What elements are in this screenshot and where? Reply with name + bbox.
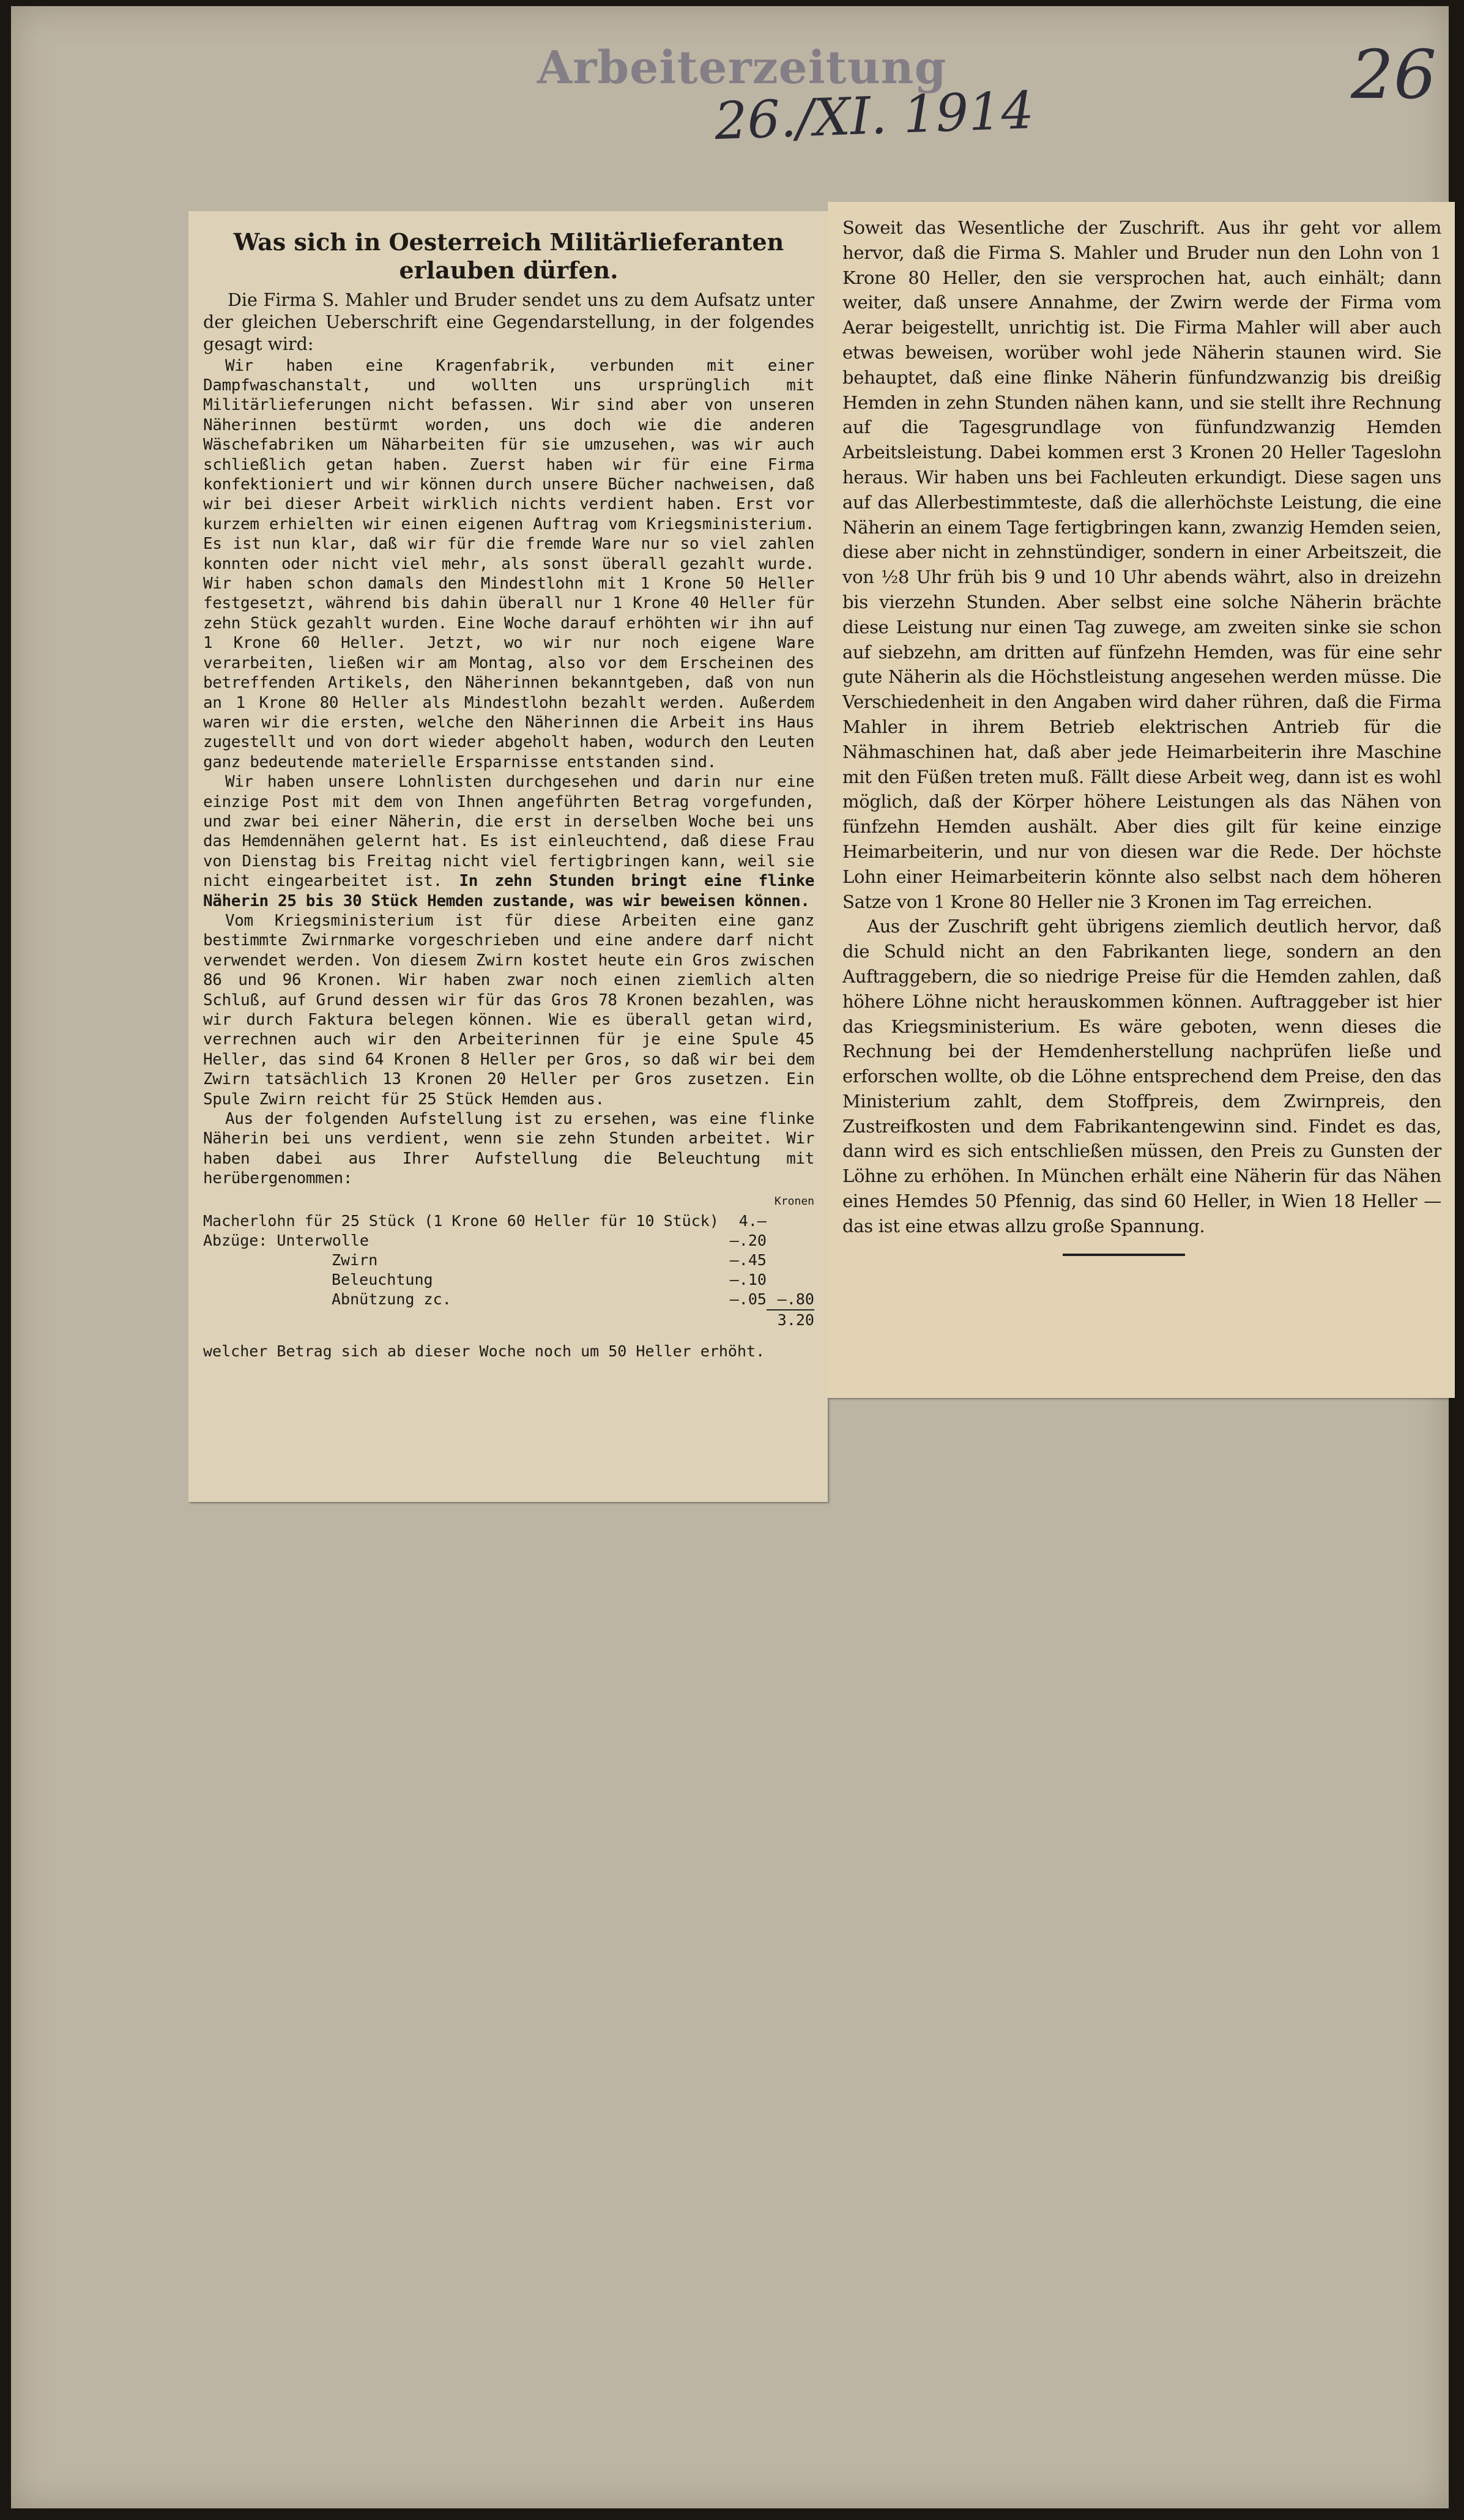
calc-total: 3.20: [767, 1310, 814, 1330]
bold-claim: In zehn Stunden bringt eine flinke Näherin 25 bis 30 Stück Hemden zustande, was wir beweisen können.: [203, 872, 814, 910]
quote-paragraph: Wir haben eine Kragenfabrik, verbunden mit einer Dampfwaschanstalt, und wollten uns ursprünglich mit Militärlieferungen nicht befassen. Wir sind aber von unseren Näherinnen bestürmt worden, uns doch wie die anderen Wäschefabriken um Näharbeiten für sie umzusehen, was wir auch schließlich getan haben. Zuerst haben wir für eine Firma konfektioniert und wir können durch unsere Bücher nachweisen, daß wir bei dieser Arbeit wirklich nichts verdient haben. Erst vor kurzem erhielten wir einen eigenen Auftrag vom Kriegsministerium. Es ist nun klar, daß wir für die fremde Ware nur so viel zahlen konnten oder nicht viel mehr, als sonst überall gezahlt wurde. Wir haben schon damals den Mindestlohn mit 1 Krone 50 Heller festgesetzt, während bis dahin überall nur 1 Krone 40 Heller für zehn Stück gezahlt wurden. Eine Woche darauf erhöhten wir ihn auf 1 Krone 60 Heller. Jetzt, wo wir nur noch eigene Ware verarbeiten, ließen wir am Montag, also vor dem Erscheinen des betreffenden Artikels, den Näherinnen bekanntgeben, daß von nun an 1 Krone 80 Heller als Mindestlohn bezahlt werden. Außerdem waren wir die ersten, welche den Näherinnen die Arbeit ins Haus zugestellt und von dort wieder abgeholt haben, wodurch den Leuten ganz bedeutende materielle Ersparnisse entstanden sind.: [203, 356, 814, 771]
handwritten-page-number: 26: [1351, 35, 1436, 114]
calc-unit-label: Kronen: [774, 1194, 814, 1208]
intro-paragraph: Die Firma S. Mahler und Bruder sendet uns zu dem Aufsatz unter der gleichen Ueberschrift eine Gegendarstellung, in der folgendes gesagt wird:: [203, 290, 814, 355]
closing-line: welcher Betrag sich ab dieser Woche noch um 50 Heller erhöht.: [203, 1342, 765, 1360]
calc-amount: —.20: [729, 1231, 767, 1249]
calc-amount: 4.—: [738, 1211, 767, 1230]
calc-row: [203, 1290, 814, 1310]
wage-calculation-table: [203, 1211, 814, 1330]
calc-row: [203, 1310, 814, 1330]
calc-label: Zwirn: [332, 1251, 378, 1269]
calc-total: —.80: [777, 1290, 814, 1308]
quote-paragraph: [203, 772, 814, 911]
newspaper-stamp: Arbeiterzeitung: [537, 42, 947, 94]
calc-amount: —.05: [729, 1290, 767, 1309]
right-paragraph: Aus der Zuschrift geht übrigens ziemlich deutlich hervor, daß die Schuld nicht an den Fabrikanten liege, sondern an den Auftraggebern, die so niedrige Preise für die Hemden zahlen, daß höhere Löhne nicht herauskommen können. Auftraggeber ist hier das Kriegsministerium. Es wäre geboten, wenn dieses die Rechnung bei der Hemdenherstellung nachprüfen ließe und erforschen wollte, ob die Löhne entsprechend dem Preise, den das Ministerium zahlt, dem Stoffpreis, dem Zwirnpreis, den Zustreifkosten und dem Fabrikantengewinn sind. Findet es das, dann wird es sich entschließen müssen, den Preis zu Gunsten der Löhne zu erhöhen. In München erhält eine Näherin für das Nähen eines Hemdes 50 Pfennig, das sind 60 Heller, in Wien 18 Heller — das ist eine etwas allzu große Spannung.: [842, 916, 1441, 1236]
archive-sheet: [11, 6, 1449, 2508]
calc-label: Abzüge: Unterwolle: [203, 1231, 369, 1249]
calc-total: [767, 1251, 814, 1270]
calc-row: [203, 1231, 814, 1251]
quote-text: Wir haben unsere Lohnlisten durchgesehen und darin nur eine einzige Post mit dem von Ihnen angeführten Betrag vorgefunden, und zwar bei einer Näherin, die erst in derselben Woche bei uns das Hemdennähen gelernt hat. Es ist einleuchtend, daß diese Frau von Dienstag bis Freitag nicht viel fertigbringen kann, weil sie nicht eingearbeitet ist.: [203, 773, 814, 891]
quote-paragraph: Vom Kriegsministerium ist für diese Arbeiten eine ganz bestimmte Zwirnmarke vorgeschrieben und eine andere darf nicht verwendet werden. Von diesem Zwirn kostet heute ein Gros zwischen 86 und 96 Kronen. Wir haben zwar noch einen ziemlich alten Schluß, auf Grund dessen wir für das Gros 78 Kronen bezahlen, was wir durch Faktura belegen können. Wie es überall getan wird, verrechnen auch wir den Arbeiterinnen für je eine Spule 45 Heller, das sind 64 Kronen 8 Heller per Gros, so daß wir bei dem Zwirn tatsächlich 13 Kronen 20 Heller per Gros zusetzen. Ein Spule Zwirn reicht für 25 Stück Hemden aus.: [203, 911, 814, 1109]
calc-total: [767, 1270, 814, 1290]
calc-label: Macherlohn für 25 Stück (1 Krone 60 Heller für 10 Stück): [203, 1211, 719, 1230]
calc-row: [203, 1270, 814, 1290]
calc-row: [203, 1251, 814, 1270]
calc-amount: —.10: [729, 1270, 767, 1288]
handwritten-date: 26./XI. 1914: [713, 80, 1035, 152]
calc-amount: [719, 1310, 767, 1330]
clipping-left-column: [188, 211, 828, 1502]
right-paragraph: Soweit das Wesentliche der Zuschrift. Aus ihr geht vor allem hervor, daß die Firma S. Mahler und Bruder nun den Lohn von 1 Krone 80 Heller, den sie versprochen hat, auch einhält; dann weiter, daß unsere Annahme, der Zwirn werde der Firma vom Aerar beigestellt, unrichtig ist. Die Firma Mahler will aber auch etwas beweisen, worüber wohl jede Näherin staunen wird. Sie behauptet, daß eine flinke Näherin fünfundzwanzig bis dreißig Hemden in zehn Stunden nähen kann, und sie stellt ihre Rechnung auf die Tagesgrundlage von fünfundzwanzig Hemden Arbeitsleistung. Dabei kommen erst 3 Kronen 20 Heller Tageslohn heraus. Wir haben uns bei Fachleuten erkundigt. Diese sagen uns auf das Allerbestimmteste, daß die allerhöchste Leistung, die eine Näherin an einem Tage fertigbringen kann, zwanzig Hemden seien, diese aber nicht in zehnstündiger, sondern in einer Arbeitszeit, die von ½8 Uhr früh bis 9 und 10 Uhr abends währt, also in dreizehn bis vierzehn Stunden. Aber selbst eine solche Näherin brächte diese Leistung nur einen Tag zuwege, am zweiten sinke sie schon auf siebzehn, am dritten auf fünfzehn Hemden, was für eine sehr gute Näherin als die Höchstleistung angesehen werden müsse. Die Verschiedenheit in den Angaben wird daher rühren, daß die Firma Mahler in ihrem Betrieb elektrischen Antrieb für die Nähmaschinen hat, daß aber jede Heimarbeiterin ihre Maschine mit den Füßen treten muß. Fällt diese Arbeit weg, dann ist es wohl möglich, daß der Körper höhere Leistungen als das Nähen von fünfzehn Hemden aushält. Aber dies gilt für keine einzige Heimarbeiterin, und nur von diesen war die Rede. Der höchste Lohn einer Heimarbeiterin könnte also selbst nach dem höheren Satze von 1 Krone 80 Heller nie 3 Kronen im Tag erreichen.: [842, 217, 1441, 912]
calc-label: Abnützung zc.: [332, 1290, 451, 1309]
calc-row: [203, 1211, 814, 1231]
quote-paragraph: Aus der folgenden Aufstellung ist zu ersehen, was eine flinke Näherin bei uns verdient, wenn sie zehn Stunden arbeitet. Wir haben dabei aus Ihrer Aufstellung die Beleuchtung mit herübergenommen:: [203, 1110, 814, 1188]
calc-total: [767, 1211, 814, 1231]
end-rule: [1063, 1254, 1185, 1256]
clipping-right-column: [828, 202, 1455, 1398]
article-headline: Was sich in Oesterreich Militärlieferanten erlauben dürfen.: [233, 228, 784, 284]
calc-total: [767, 1231, 814, 1251]
calc-label: [203, 1310, 719, 1330]
calc-label: Beleuchtung: [332, 1270, 433, 1288]
calc-amount: —.45: [729, 1251, 767, 1269]
